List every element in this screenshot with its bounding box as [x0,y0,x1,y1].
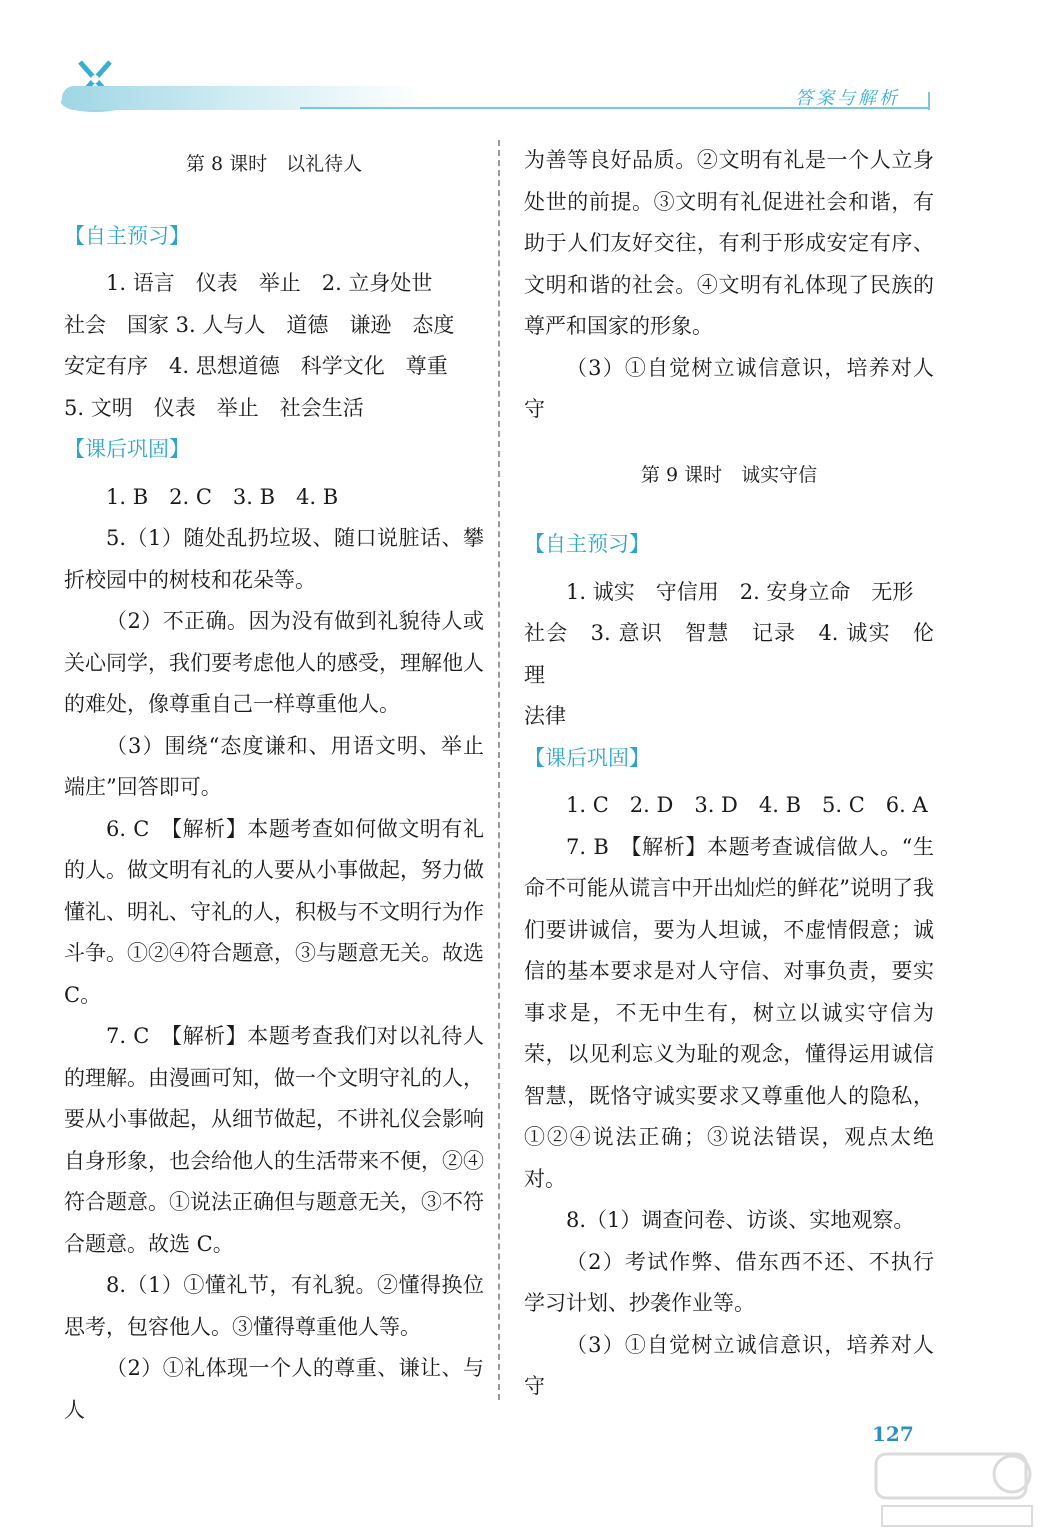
preview2-line-3: 法律 [524,704,566,728]
preview2-line-1: 1. 诚实 守信用 2. 安身立命 无形 [566,579,914,604]
right-column [524,140,934,1408]
left-column [64,140,484,1431]
q8-part2: （2）①礼体现一个人的尊重、谦让、与人 [64,1356,484,1422]
q8-part2-continued: 为善等良好品质。②文明有礼是一个人立身处世的前提。③文明有礼促进社会和谐，有助于人们友好交往，有利于形成安定有序、文明和谐的社会。④文明有礼体现了民族的尊严和国家的形象。 [524,148,934,338]
q6-analysis: 6. C 【解析】本题考查如何做文明有礼的人。做文明有礼的人要从小事做起，努力做懂礼、明礼、守礼的人，积极与不文明行为作斗争。①②④符合题意，③与题意无关。故选 C。 [64,816,484,1007]
header-rule-cap [928,92,930,110]
column-divider [498,140,500,1400]
page-header [0,0,1051,130]
q8-part3: （3）①自觉树立诚信意识，培养对人守 [524,355,934,421]
preview-line-2: 社会 国家 3. 人与人 道德 谦逊 态度 [64,312,455,337]
answers-1-4: 1. B 2. C 3. B 4. B [106,484,339,509]
tag-after-class: 【课后巩固】 [64,437,190,461]
page-number: 127 [872,1422,914,1446]
tag-after-class-2: 【课后巩固】 [524,745,650,770]
preview-line-3: 安定有序 4. 思想道德 科学文化 尊重 [64,354,448,378]
lesson-9-title: 第 9 课时 诚实守信 [640,463,818,486]
q8-part1: 8.（1）①懂礼节，有礼貌。②懂得换位思考，包容他人。③懂得尊重他人等。 [64,1273,484,1339]
q8-survey-part1: 8.（1）调查问卷、访谈、实地观察。 [566,1208,915,1232]
site-watermark-logo [872,1448,1042,1532]
q5-part1: 5.（1）随处乱扔垃圾、随口说脏话、攀折校园中的树枝和花朵等。 [64,526,484,592]
q5-part3: （3）围绕“态度谦和、用语文明、举止端庄”回答即可。 [64,733,484,799]
q8-survey-part2: （2）考试作弊、借东西不还、不执行学习计划、抄袭作业等。 [524,1249,934,1315]
q5-part2: （2）不正确。因为没有做到礼貌待人或关心同学，我们要考虑他人的感受，理解他人的难处，像尊重自己一样尊重他人。 [64,609,484,716]
preview-line-1: 1. 语言 仪表 举止 2. 立身处世 [106,271,433,295]
preview2-line-2: 社会 3. 意识 智慧 记录 4. 诚实 伦理 [524,621,934,687]
preview-line-4: 5. 文明 仪表 举止 社会生活 [64,395,364,420]
header-title: 答案与解析 [795,88,900,109]
answers-1-6: 1. C 2. D 3. D 4. B 5. C 6. A [566,793,928,817]
tag-self-preview: 【自主预习】 [64,223,190,248]
q7-analysis-2: 7. B 【解析】本题考查诚信做人。“生命不可能从谎言中开出灿烂的鲜花”说明了我们要讲诚信，要为人坦诚，不虚情假意；诚信的基本要求是对人守信、对事负责，要实事求是，不无中生有，树立以诚实守信为荣，以见利忘义为耻的观念，懂得运用诚信智慧，既恪守诚实要求又尊重他人的隐私，①②④说法正确；③说法错误，观点太绝对。 [524,834,934,1191]
lesson-8-title: 第 8 课时 以礼待人 [185,153,363,175]
q8-survey-part3: （3）①自觉树立诚信意识，培养对人守 [524,1332,934,1398]
q7-analysis: 7. C 【解析】本题考查我们对以礼待人的理解。由漫画可知，做一个文明守礼的人，要从小事做起，从细节做起，不讲礼仪会影响自身形象，也会给他人的生活带来不便，②④符合题意。①说法正确但与题意无关，③不符合题意。故选 C。 [64,1024,484,1256]
tag-self-preview-2: 【自主预习】 [524,532,650,556]
